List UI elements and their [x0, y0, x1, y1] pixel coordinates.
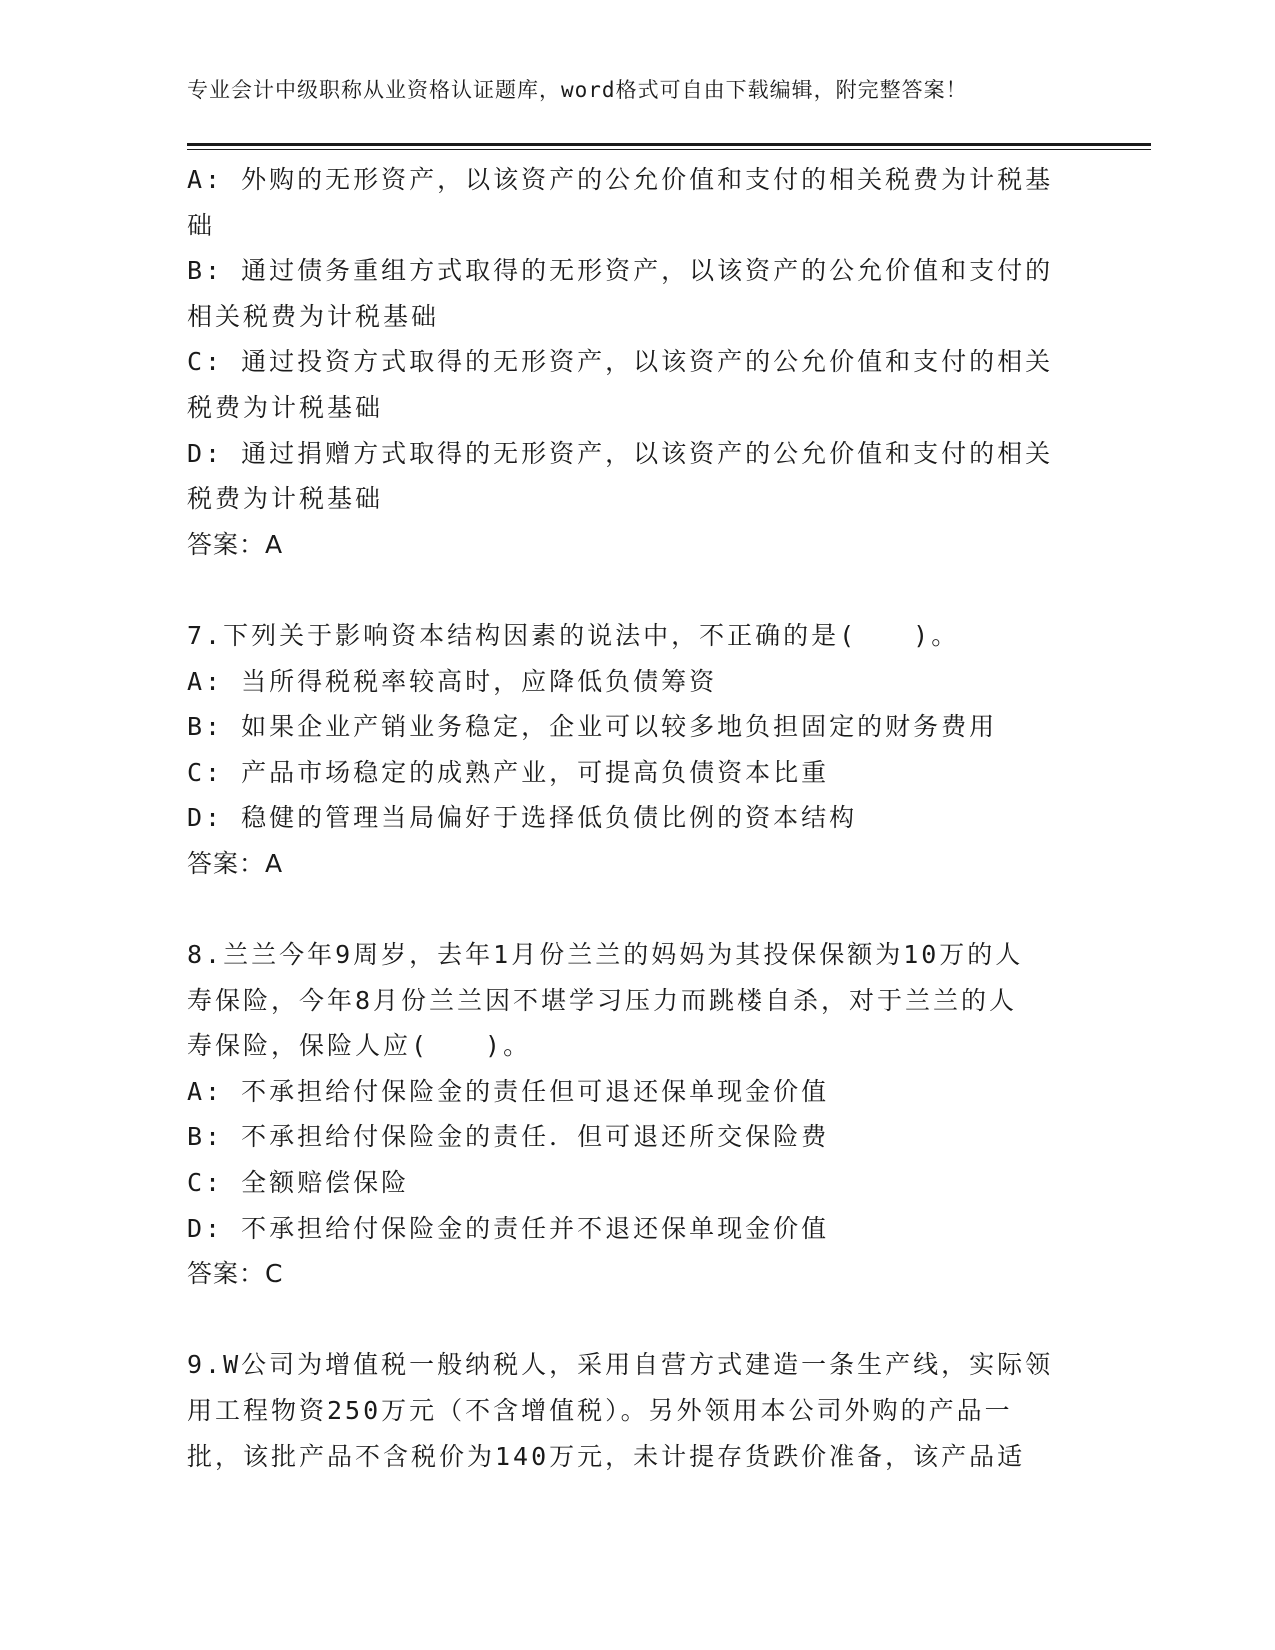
question-stem: 寿保险，今年8月份兰兰因不堪学习压力而跳楼自杀，对于兰兰的人	[187, 985, 1018, 1015]
question-6	[187, 157, 1107, 567]
option-line: D: 通过捐赠方式取得的无形资产，以该资产的公允价值和支付的相关	[187, 438, 1054, 468]
option-line: A: 外购的无形资产，以该资产的公允价值和支付的相关税费为计税基	[187, 165, 1054, 194]
question-stem: 8.兰兰今年9周岁，去年1月份兰兰的妈妈为其投保保额为10万的人	[187, 940, 1024, 970]
question-stem: 7.下列关于影响资本结构因素的说法中，不正确的是( )。	[187, 620, 960, 650]
question-stem: 批，该批产品不含税价为140万元，未计提存货跌价准备，该产品适	[187, 1441, 1026, 1471]
option-a: A: 不承担给付保险金的责任但可退还保单现金价值	[187, 1076, 830, 1106]
answer-label: 答案：A	[187, 529, 284, 559]
option-line: 税费为计税基础	[187, 484, 384, 514]
answer-label: 答案：C	[187, 1259, 284, 1289]
option-b: B: 如果企业产销业务稳定，企业可以较多地负担固定的财务费用	[187, 712, 998, 742]
question-content	[187, 157, 1107, 1479]
spacer	[187, 567, 1107, 613]
question-stem: 9.W公司为增值税一般纳税人，采用自营方式建造一条生产线，实际领	[187, 1350, 1054, 1380]
option-b	[187, 248, 1107, 339]
question-stem: 用工程物资250万元（不含增值税）。另外领用本公司外购的产品一	[187, 1396, 1013, 1426]
option-line: B: 通过债务重组方式取得的无形资产，以该资产的公允价值和支付的	[187, 256, 1054, 286]
page-header: 专业会计中级职称从业资格认证题库，word格式可自由下载编辑，附完整答案！	[187, 78, 968, 102]
option-a	[187, 157, 1107, 248]
option-c: C: 全额赔偿保险	[187, 1168, 410, 1198]
question-9	[187, 1342, 1107, 1479]
option-d	[187, 431, 1107, 522]
option-line: 相关税费为计税基础	[187, 301, 440, 331]
question-8	[187, 932, 1107, 1297]
spacer	[187, 1297, 1107, 1343]
header-rule-thick	[187, 143, 1151, 146]
answer-label: 答案：A	[187, 848, 284, 878]
option-line: 税费为计税基础	[187, 392, 384, 422]
option-line: C: 通过投资方式取得的无形资产，以该资产的公允价值和支付的相关	[187, 347, 1054, 377]
header-rule-thin	[187, 149, 1151, 150]
option-d: D: 不承担给付保险金的责任并不退还保单现金价值	[187, 1213, 830, 1243]
option-a: A: 当所得税税率较高时，应降低负债筹资	[187, 666, 718, 696]
question-7	[187, 613, 1107, 887]
option-d: D: 稳健的管理当局偏好于选择低负债比例的资本结构	[187, 803, 858, 833]
spacer	[187, 887, 1107, 933]
option-line: 础	[187, 210, 216, 240]
question-stem: 寿保险，保险人应( )。	[187, 1031, 532, 1061]
option-c	[187, 339, 1107, 430]
option-c: C: 产品市场稳定的成熟产业，可提高负债资本比重	[187, 757, 830, 787]
option-b: B: 不承担给付保险金的责任．但可退还所交保险费	[187, 1122, 830, 1152]
